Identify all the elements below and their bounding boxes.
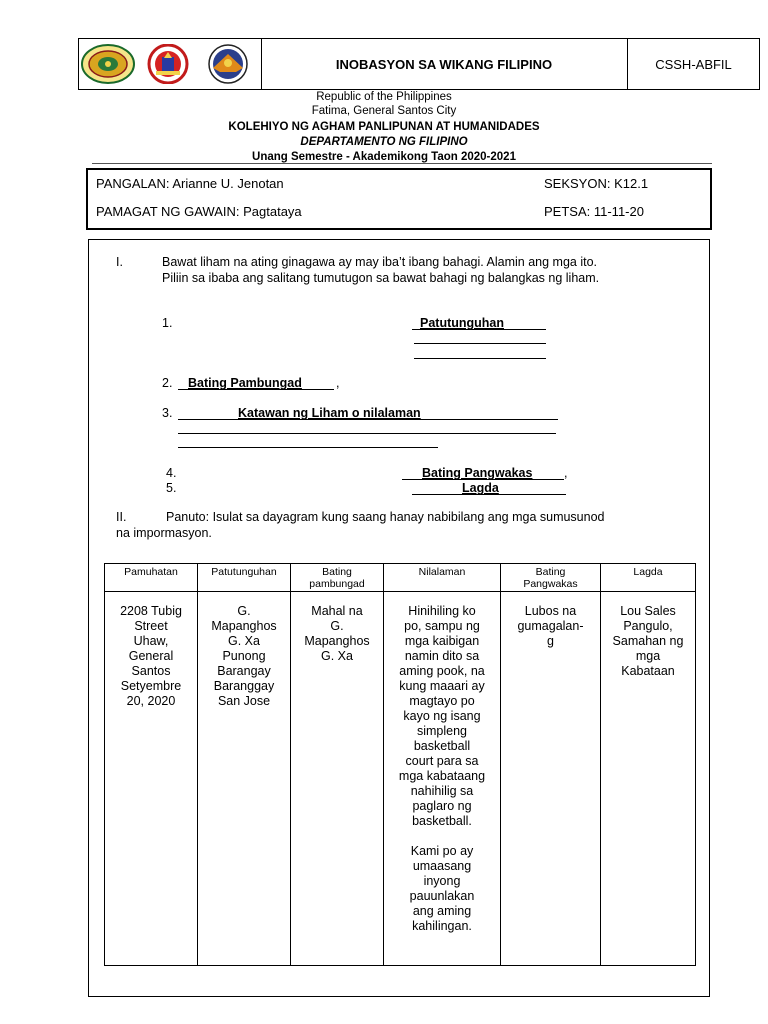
header-divider xyxy=(105,591,695,592)
part2-instruction-2: na impormasyon. xyxy=(116,526,212,540)
cell-nilalaman: Hinihiling ko po, sampu ng mga kaibigan namin dito sa aming pook, na kung maaari ay magtayo po kayo ng isang simpleng basketball court para sa mga kabataang nahihilig sa paglaro ng basketball. Kami po ay umaasang inyong pauunlakan ang aming kahilingan. xyxy=(398,604,486,933)
item2-comma: , xyxy=(336,376,340,390)
item2-answer: Bating Pambungad xyxy=(188,376,302,390)
item4-comma: , xyxy=(564,466,568,480)
college-seal-icon xyxy=(141,44,195,84)
item3-answer: Katawan ng Liham o nilalaman xyxy=(238,406,421,420)
cell-lagda: Lou Sales Pangulo, Samahan ng mga Kabataan xyxy=(612,604,684,678)
activity-title: PAMAGAT NG GAWAIN: Pagtataya xyxy=(96,204,302,219)
header-nilalaman: Nilalaman xyxy=(418,566,466,578)
course-code: CSSH-ABFIL xyxy=(655,56,732,72)
college-name: KOLEHIYO NG AGHAM PANLIPUNAN AT HUMANIDADES xyxy=(228,121,540,133)
part2-instruction-1: Panuto: Isulat sa dayagram kung saang hanay nabibilang ang mga sumusunod xyxy=(166,510,605,524)
student-section: SEKSYON: K12.1 xyxy=(544,176,649,191)
header-bating-pangwakas: Bating Pangwakas xyxy=(523,566,578,590)
answer-line xyxy=(412,329,546,330)
part2-numeral: II. xyxy=(116,510,127,524)
item1-answer: Patutunguhan xyxy=(420,316,505,330)
cell-patutunguhan: G. Mapanghos G. Xa Punong Barangay Baranggay San Jose xyxy=(211,604,277,708)
letter-parts-table xyxy=(104,563,696,966)
department-seal-icon xyxy=(201,44,255,84)
header-pamuhatan: Pamuhatan xyxy=(124,566,178,578)
university-seal-icon xyxy=(81,44,135,84)
item3-number: 3. xyxy=(162,406,173,420)
course-title: INOBASYON SA WIKANG FILIPINO xyxy=(261,39,628,89)
part1-instruction-2: Piliin sa ibaba ang salitang tumutugon sa bawat bahagi ng balangkas ng liham. xyxy=(162,271,600,285)
header-bating-pambungad: Bating pambungad xyxy=(309,566,365,590)
item1-number: 1. xyxy=(162,316,173,330)
item5-number: 5. xyxy=(166,481,177,495)
item5-answer: Lagda xyxy=(462,481,499,495)
header-lagda: Lagda xyxy=(633,566,663,578)
header-table xyxy=(78,38,760,90)
answer-line xyxy=(414,343,546,344)
item4-answer: Bating Pangwakas xyxy=(422,466,533,480)
answer-line xyxy=(178,433,556,434)
student-info-box xyxy=(86,168,712,230)
part1-numeral: I. xyxy=(116,255,123,269)
cell-pamuhatan: 2208 Tubig Street Uhaw, General Santos Setyembre 20, 2020 xyxy=(120,604,182,708)
activity-date: PETSA: 11-11-20 xyxy=(544,204,644,219)
answer-line xyxy=(178,447,438,448)
department-name: DEPARTAMENTO NG FILIPINO xyxy=(300,136,468,148)
cell-bating-pambungad: Mahal na G. Mapanghos G. Xa xyxy=(304,604,370,663)
republic-line: Republic of the Philippines xyxy=(316,91,452,103)
answer-line xyxy=(414,358,546,359)
part1-instruction-1: Bawat liham na ating ginagawa ay may iba’t ibang bahagi. Alamin ang mga ito. xyxy=(162,255,597,269)
cell-bating-pangwakas: Lubos na gumagalan- g xyxy=(517,604,584,648)
divider xyxy=(92,163,712,164)
item4-number: 4. xyxy=(166,466,177,480)
student-name: PANGALAN: Arianne U. Jenotan xyxy=(96,176,284,191)
location-line: Fatima, General Santos City xyxy=(311,105,457,117)
header-patutunguhan: Patutunguhan xyxy=(211,566,277,578)
item2-number: 2. xyxy=(162,376,173,390)
logo-cell xyxy=(79,39,262,89)
semester-line: Unang Semestre - Akademikong Taon 2020-2021 xyxy=(252,151,516,163)
